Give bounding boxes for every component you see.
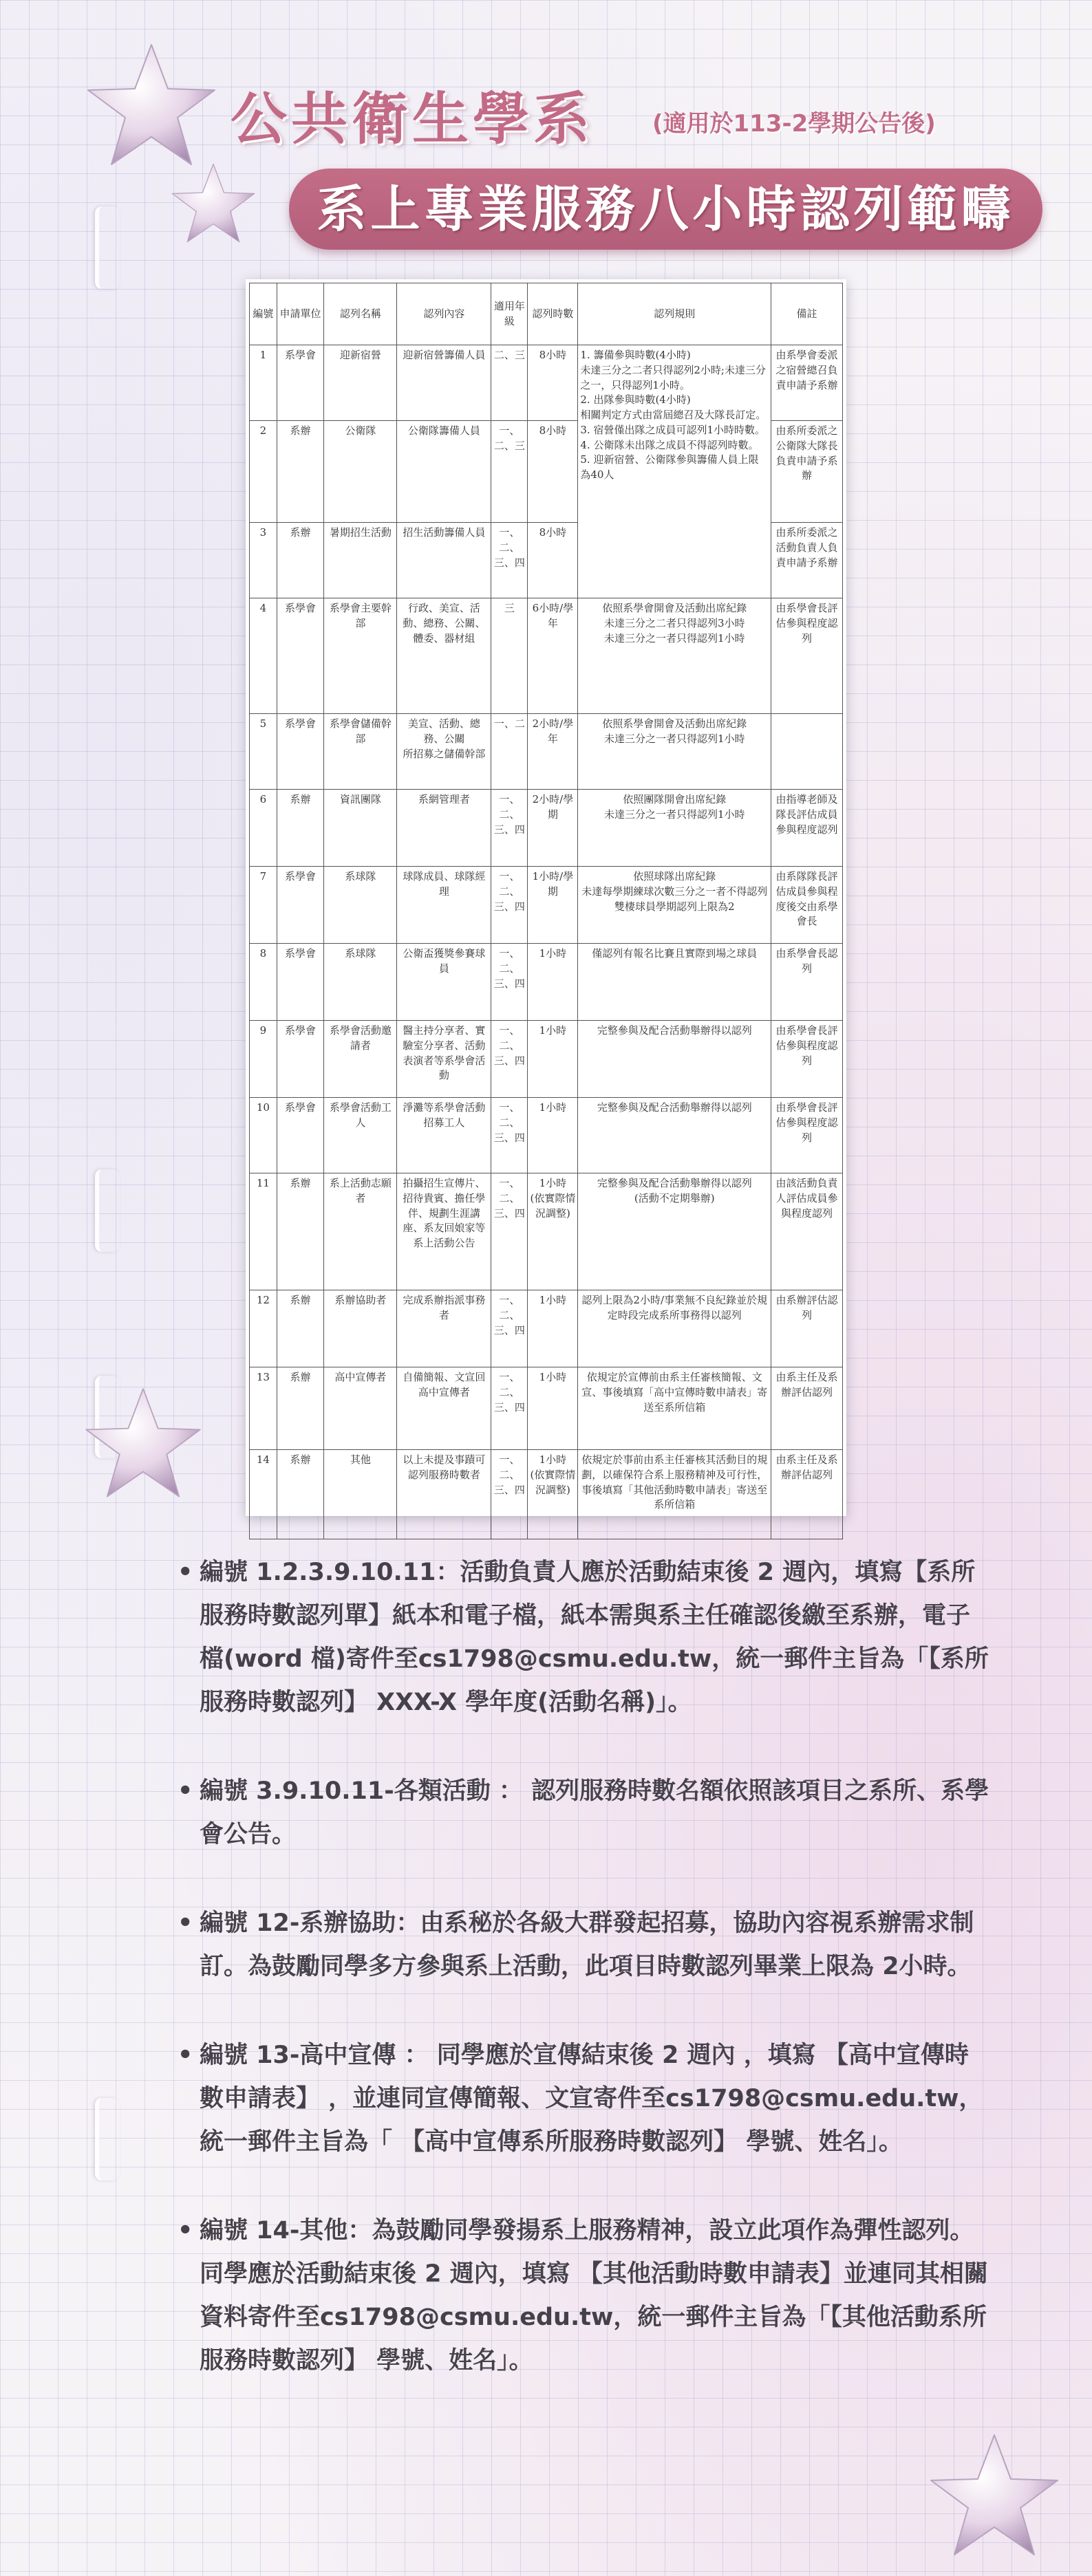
table-header-cell: 申請單位 bbox=[277, 283, 324, 345]
table-cell-content: 迎新宿營籌備人員 bbox=[397, 345, 491, 421]
table-row bbox=[250, 598, 843, 714]
scope-table-card bbox=[246, 279, 846, 1516]
table-header-cell: 認列內容 bbox=[397, 283, 491, 345]
table-cell-no: 4 bbox=[250, 598, 277, 714]
table-cell-name: 系學會主要幹部 bbox=[324, 598, 397, 714]
table-cell-note: 由指導老師及隊長評估成員參與程度認列 bbox=[771, 790, 843, 867]
table-cell-note bbox=[771, 714, 843, 790]
table-cell-unit: 系學會 bbox=[277, 345, 324, 421]
table-cell-content: 拍攝招生宣傳片、招待貴賓、擔任學伴、規劃生涯講座、系友回娘家等系上活動公告 bbox=[397, 1173, 491, 1290]
note-item: • 編號 13-高中宣傳 ： 同學應於宣傳結束後 2 週內 ，填寫 【高中宣傳時數申請表】 ，並連同宣傳簡報、文宣寄件至cs1798@csmu.edu.tw，統一郵件主旨為「 【高中宣傳系所服務時數認列】 學號、姓名」。 bbox=[178, 2034, 989, 2164]
scope-table bbox=[249, 283, 843, 1539]
table-cell-content: 美宣、活動、總務、公關 所招募之儲備幹部 bbox=[397, 714, 491, 790]
table-cell-no: 13 bbox=[250, 1367, 277, 1450]
table-cell-name: 系辦協助者 bbox=[324, 1290, 397, 1367]
table-cell-content: 淨灘等系學會活動招募工人 bbox=[397, 1098, 491, 1173]
table-cell-grade: 一、二、三、四 bbox=[491, 1021, 528, 1098]
table-header-cell: 備註 bbox=[771, 283, 843, 345]
table-cell-unit: 系學會 bbox=[277, 867, 324, 944]
table-row bbox=[250, 1098, 843, 1173]
table-cell-no: 7 bbox=[250, 867, 277, 944]
table-cell-rule: 依照球隊出席紀錄 未達每學期練球次數三分之一者不得認列 雙棲球員學期認列上限為2 bbox=[578, 867, 771, 944]
table-cell-content: 自備簡報、文宣回高中宣傳者 bbox=[397, 1367, 491, 1450]
table-cell-name: 系學會活動邀請者 bbox=[324, 1021, 397, 1098]
note-item: • 編號 1.2.3.9.10.11：活動負責人應於活動結束後 2 週內，填寫【系所服務時數認列單】紙本和電子檔，紙本需與系主任確認後繳至系辦，電子檔(word 檔)寄件至cs1798@csmu.edu.tw，統一郵件主旨為「【系所服務時數認列】 XXX-X 學年度(活動名稱)」。 bbox=[178, 1551, 989, 1724]
table-cell-unit: 系學會 bbox=[277, 1098, 324, 1173]
table-header-cell: 適用年級 bbox=[491, 283, 528, 345]
table-cell-unit: 系辦 bbox=[277, 1367, 324, 1450]
table-cell-no: 6 bbox=[250, 790, 277, 867]
table-row bbox=[250, 1367, 843, 1450]
table-cell-hours: 1小時 bbox=[528, 1290, 578, 1367]
table-cell-no: 11 bbox=[250, 1173, 277, 1290]
table-cell-name: 其他 bbox=[324, 1450, 397, 1539]
table-cell-unit: 系學會 bbox=[277, 714, 324, 790]
table-cell-rule: 完整參與及配合活動舉辦得以認列 (活動不定期舉辦) bbox=[578, 1173, 771, 1290]
table-cell-grade: 一、二、三、四 bbox=[491, 1173, 528, 1290]
table-cell-unit: 系辦 bbox=[277, 523, 324, 598]
table-cell-grade: 二、三 bbox=[491, 345, 528, 421]
table-row bbox=[250, 714, 843, 790]
table-cell-note: 由系所委派之公衛隊大隊長負責申請予系辦 bbox=[771, 421, 843, 523]
table-cell-no: 1 bbox=[250, 345, 277, 421]
table-cell-hours: 1小時 bbox=[528, 1098, 578, 1173]
table-row bbox=[250, 1021, 843, 1098]
page-title: 公共衛生學系 bbox=[231, 87, 595, 152]
table-cell-hours: 1小時 (依實際情況調整) bbox=[528, 1173, 578, 1290]
table-cell-rule: 認列上限為2小時/事業無不良紀錄並於規定時段完成系所事務得以認列 bbox=[578, 1290, 771, 1367]
table-cell-hours: 1小時 bbox=[528, 944, 578, 1021]
table-cell-hours: 8小時 bbox=[528, 523, 578, 598]
table-cell-note: 由該活動負責人評估成員參與程度認列 bbox=[771, 1173, 843, 1290]
table-cell-unit: 系學會 bbox=[277, 598, 324, 714]
table-cell-note: 由系主任及系辦評估認列 bbox=[771, 1367, 843, 1450]
table-cell-content: 招生活動籌備人員 bbox=[397, 523, 491, 598]
table-row bbox=[250, 1290, 843, 1367]
table-cell-rule: 依規定於事前由系主任審核其活動目的規劃，以確保符合系上服務精神及可行性，事後填寫「其他活動時數申請表」寄送至系所信箱 bbox=[578, 1450, 771, 1539]
table-cell-rule: 依規定於宣傳前由系主任審核簡報、文宣、事後填寫「高中宣傳時數申請表」寄送至系所信箱 bbox=[578, 1367, 771, 1450]
table-cell-no: 8 bbox=[250, 944, 277, 1021]
table-cell-grade: 一、二、三、四 bbox=[491, 1098, 528, 1173]
table-header-row bbox=[250, 283, 843, 345]
table-cell-hours: 1小時 bbox=[528, 1367, 578, 1450]
table-cell-hours: 1小時/學期 bbox=[528, 867, 578, 944]
table-cell-no: 3 bbox=[250, 523, 277, 598]
table-cell-note: 由系主任及系辦評估認列 bbox=[771, 1450, 843, 1539]
table-cell-rule: 1. 籌備參與時數(4小時) 未達三分之二者只得認列2小時;未達三分之一，只得認列1小時。 2. 出隊參與時數(4小時) 相關判定方式由當屆總召及大隊長訂定。 3. 宿營僅出隊之成員可認列1小時時數。 4. 公衛隊未出隊之成員不得認列時數。 5. 迎新宿營、公衛隊參與籌備人員上限為40人 bbox=[578, 345, 771, 598]
note-item: • 編號 12-系辦協助：由系秘於各級大群發起招募，協助內容視系辦需求制訂。為鼓勵同學多方參與系上活動，此項目時數認列畢業上限為 2小時。 bbox=[178, 1902, 989, 1989]
table-cell-note: 由系學會長評估參與程度認列 bbox=[771, 598, 843, 714]
binding-ring bbox=[95, 2098, 120, 2180]
table-cell-unit: 系辦 bbox=[277, 421, 324, 523]
table-cell-unit: 系辦 bbox=[277, 1173, 324, 1290]
table-header-cell: 認列時數 bbox=[528, 283, 578, 345]
table-cell-hours: 6小時/學年 bbox=[528, 598, 578, 714]
table-row bbox=[250, 1450, 843, 1539]
table-cell-no: 14 bbox=[250, 1450, 277, 1539]
table-cell-note: 由系辦評估認列 bbox=[771, 1290, 843, 1367]
table-cell-grade: 一、二、三 bbox=[491, 421, 528, 523]
table-cell-unit: 系辦 bbox=[277, 1450, 324, 1539]
table-cell-note: 由系學會長評估參與程度認列 bbox=[771, 1098, 843, 1173]
table-cell-grade: 一、二、三、四 bbox=[491, 790, 528, 867]
table-cell-unit: 系學會 bbox=[277, 1021, 324, 1098]
table-cell-rule: 完整參與及配合活動舉辦得以認列 bbox=[578, 1021, 771, 1098]
table-cell-grade: 一、二、三、四 bbox=[491, 867, 528, 944]
table-cell-name: 系學會儲備幹部 bbox=[324, 714, 397, 790]
table-cell-no: 10 bbox=[250, 1098, 277, 1173]
table-cell-content: 系網管理者 bbox=[397, 790, 491, 867]
table-row bbox=[250, 867, 843, 944]
notes-list bbox=[178, 1551, 989, 2428]
table-cell-note: 由系學會委派之宿營總召負責申請予系辦 bbox=[771, 345, 843, 421]
binding-ring bbox=[95, 206, 120, 289]
note-item: • 編號 14-其他：為鼓勵同學發揚系上服務精神，設立此項作為彈性認列。同學應於活動結束後 2 週內，填寫 【其他活動時數申請表】並連同其相關資料寄件至cs1798@csmu.edu.tw，統一郵件主旨為「【其他活動系所服務時數認列】 學號、姓名」。 bbox=[178, 2209, 989, 2383]
star-icon bbox=[925, 2428, 1063, 2566]
table-cell-name: 公衛隊 bbox=[324, 421, 397, 523]
table-row bbox=[250, 944, 843, 1021]
title-banner: 系上專業服務八小時認列範疇 bbox=[289, 169, 1042, 250]
table-cell-content: 公衛盃獲獎參賽球員 bbox=[397, 944, 491, 1021]
table-cell-unit: 系辦 bbox=[277, 790, 324, 867]
table-cell-name: 系上活動志願者 bbox=[324, 1173, 397, 1290]
table-cell-hours: 8小時 bbox=[528, 421, 578, 523]
table-cell-grade: 一、二、三、四 bbox=[491, 944, 528, 1021]
table-cell-unit: 系學會 bbox=[277, 944, 324, 1021]
table-cell-note: 由系學會長認列 bbox=[771, 944, 843, 1021]
table-cell-no: 12 bbox=[250, 1290, 277, 1367]
binding-ring bbox=[95, 1169, 120, 1252]
table-cell-content: 以上未提及事蹟可認列服務時數者 bbox=[397, 1450, 491, 1539]
table-cell-unit: 系辦 bbox=[277, 1290, 324, 1367]
table-cell-name: 高中宣傳者 bbox=[324, 1367, 397, 1450]
table-cell-grade: 一、二、三、四 bbox=[491, 1290, 528, 1367]
table-cell-no: 5 bbox=[250, 714, 277, 790]
table-cell-hours: 2小時/學年 bbox=[528, 714, 578, 790]
table-cell-content: 公衛隊籌備人員 bbox=[397, 421, 491, 523]
table-cell-grade: 三 bbox=[491, 598, 528, 714]
table-row bbox=[250, 345, 843, 421]
table-cell-content: 完成系辦指派事務者 bbox=[397, 1290, 491, 1367]
table-cell-hours: 1小時 bbox=[528, 1021, 578, 1098]
table-cell-rule: 依照系學會開會及活動出席紀錄 未達三分之二者只得認列3小時 未達三分之一者只得認列1小時 bbox=[578, 598, 771, 714]
table-cell-hours: 2小時/學期 bbox=[528, 790, 578, 867]
table-cell-rule: 完整參與及配合活動舉辦得以認列 bbox=[578, 1098, 771, 1173]
table-cell-note: 由系所委派之活動負責人負責申請予系辦 bbox=[771, 523, 843, 598]
table-cell-no: 2 bbox=[250, 421, 277, 523]
table-row bbox=[250, 1173, 843, 1290]
table-cell-name: 系學會活動工人 bbox=[324, 1098, 397, 1173]
table-header-cell: 編號 bbox=[250, 283, 277, 345]
table-header-cell: 認列規則 bbox=[578, 283, 771, 345]
table-cell-hours: 8小時 bbox=[528, 345, 578, 421]
table-cell-no: 9 bbox=[250, 1021, 277, 1098]
table-header-cell: 認列名稱 bbox=[324, 283, 397, 345]
star-icon bbox=[169, 160, 258, 249]
table-cell-name: 系球隊 bbox=[324, 867, 397, 944]
table-cell-content: 醫主持分享者、實驗室分享者、活動表演者等系學會活動 bbox=[397, 1021, 491, 1098]
table-cell-grade: 一、二 bbox=[491, 714, 528, 790]
table-cell-name: 系球隊 bbox=[324, 944, 397, 1021]
table-cell-hours: 1小時 (依實際情況調整) bbox=[528, 1450, 578, 1539]
table-cell-name: 暑期招生活動 bbox=[324, 523, 397, 598]
table-row bbox=[250, 790, 843, 867]
table-cell-rule: 依照系學會開會及活動出席紀錄 未達三分之一者只得認列1小時 bbox=[578, 714, 771, 790]
table-cell-note: 由系學會長評估參與程度認列 bbox=[771, 1021, 843, 1098]
note-item: • 編號 3.9.10.11-各類活動 ： 認列服務時數名額依照該項目之系所、系學會公告。 bbox=[178, 1770, 989, 1857]
table-cell-content: 行政、美宣、活動、總務、公關、體委、器材組 bbox=[397, 598, 491, 714]
table-cell-note: 由系隊隊長評估成員參與程度後交由系學會長 bbox=[771, 867, 843, 944]
table-cell-rule: 僅認列有報名比賽且實際到場之球員 bbox=[578, 944, 771, 1021]
star-icon bbox=[83, 38, 220, 175]
table-cell-grade: 一、二、三、四 bbox=[491, 523, 528, 598]
table-cell-grade: 一、二、三、四 bbox=[491, 1450, 528, 1539]
table-cell-grade: 一、二、三、四 bbox=[491, 1367, 528, 1450]
table-cell-name: 資訊團隊 bbox=[324, 790, 397, 867]
page-subtitle: (適用於113-2學期公告後) bbox=[652, 110, 936, 138]
table-cell-name: 迎新宿營 bbox=[324, 345, 397, 421]
table-cell-rule: 依照團隊開會出席紀錄 未達三分之一者只得認列1小時 bbox=[578, 790, 771, 867]
star-icon bbox=[81, 1383, 205, 1506]
table-cell-content: 球隊成員、球隊經理 bbox=[397, 867, 491, 944]
